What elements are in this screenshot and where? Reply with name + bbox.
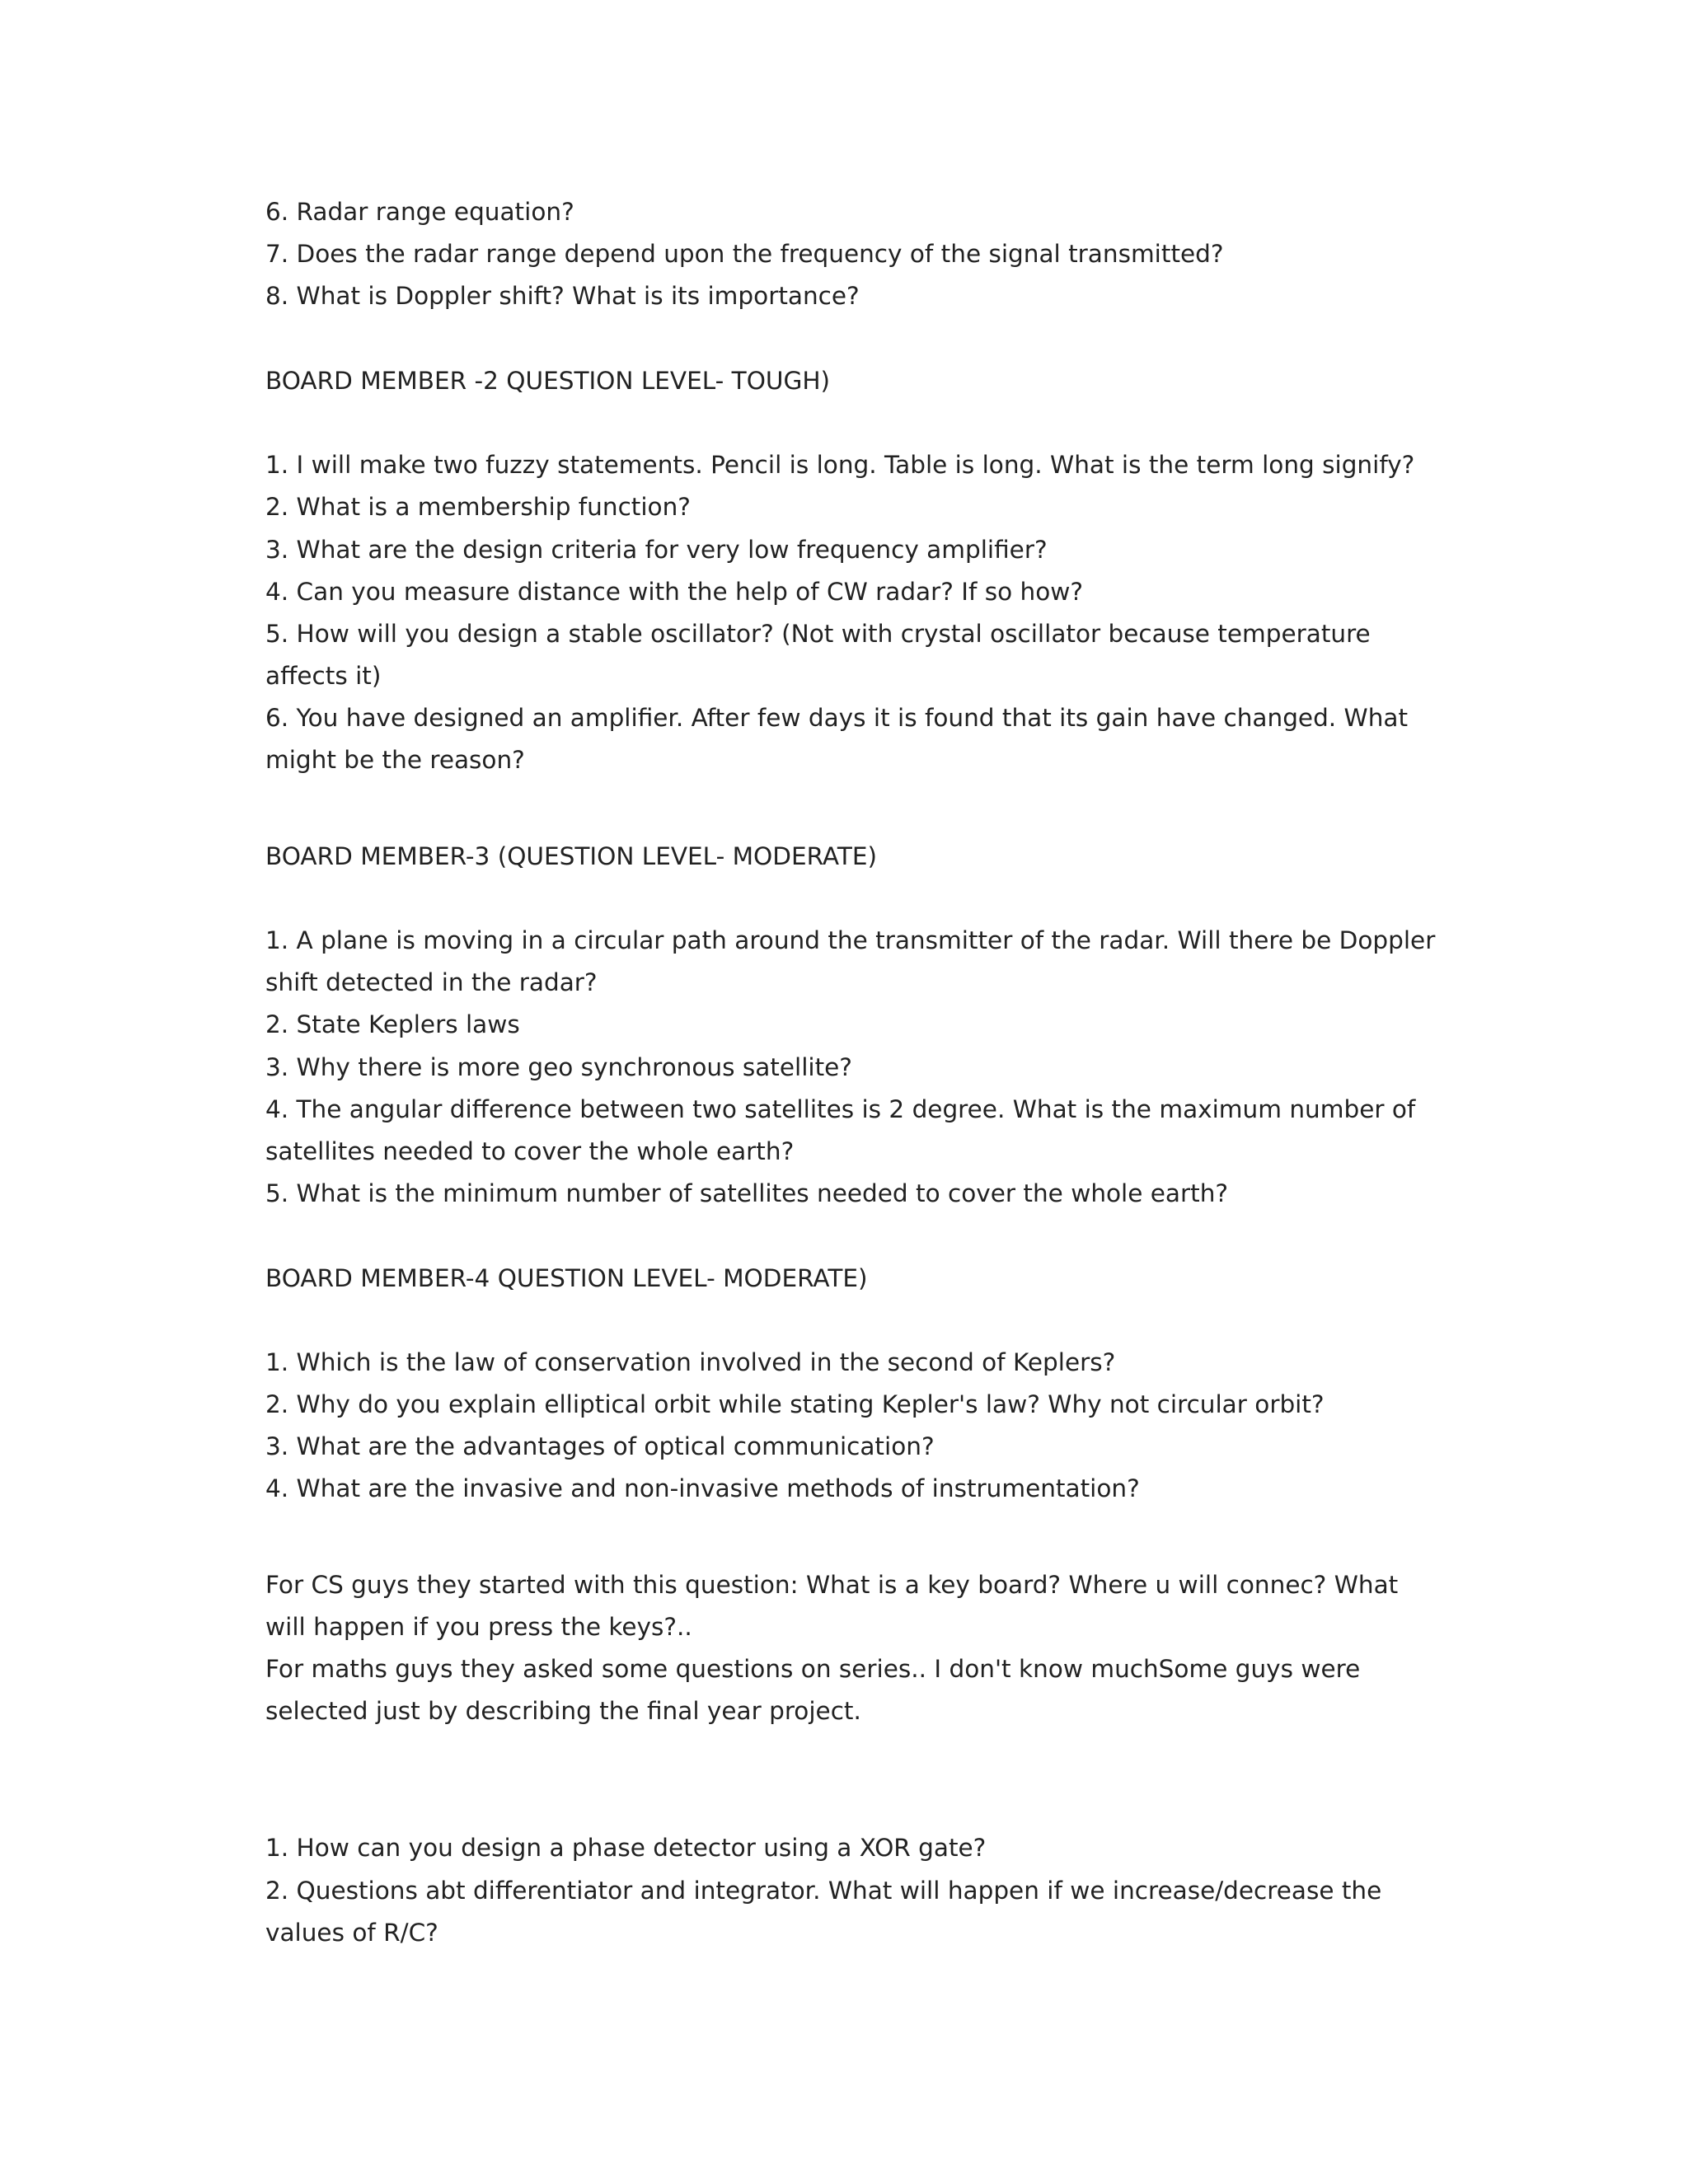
extra-questions bbox=[265, 1827, 1444, 1954]
board-member-4-heading: BOARD MEMBER-4 QUESTION LEVEL- MODERATE) bbox=[265, 1263, 868, 1292]
question-line: 7. Does the radar range depend upon the frequency of the signal transmitted? bbox=[265, 240, 1224, 269]
question-line: 2. What is a membership function? bbox=[265, 493, 691, 522]
question-line: 4. Can you measure distance with the help of CW radar? If so how? bbox=[265, 577, 1084, 606]
paragraph-line: For CS guys they started with this question: What is a key board? Where u will connec? What bbox=[265, 1570, 1399, 1599]
question-line: might be the reason? bbox=[265, 746, 525, 775]
board-member-3-questions bbox=[265, 920, 1444, 1215]
question-line: 6. You have designed an amplifier. After few days it is found that its gain have changed. What bbox=[265, 704, 1409, 733]
question-line: 5. How will you design a stable oscillator? (Not with crystal oscillator because temperature bbox=[265, 619, 1371, 648]
board-member-3-heading: BOARD MEMBER-3 (QUESTION LEVEL- MODERATE) bbox=[265, 841, 877, 870]
question-line: 1. How can you design a phase detector using a XOR gate? bbox=[265, 1834, 987, 1863]
question-line: 4. The angular difference between two satellites is 2 degree. What is the maximum number of bbox=[265, 1094, 1416, 1123]
question-line: 3. What are the advantages of optical communication? bbox=[265, 1432, 935, 1461]
board-member-2-questions bbox=[265, 444, 1444, 782]
notes-paragraph bbox=[265, 1564, 1444, 1733]
question-line: satellites needed to cover the whole earth? bbox=[265, 1137, 795, 1165]
question-line: 2. Why do you explain elliptical orbit while stating Kepler's law? Why not circular orbit? bbox=[265, 1390, 1325, 1419]
question-line: 6. Radar range equation? bbox=[265, 198, 574, 226]
question-line: 2. Questions abt differentiator and integrator. What will happen if we increase/decrease the bbox=[265, 1876, 1382, 1905]
question-line: 4. What are the invasive and non-invasive methods of instrumentation? bbox=[265, 1474, 1140, 1503]
question-line: 5. What is the minimum number of satellites needed to cover the whole earth? bbox=[265, 1179, 1229, 1208]
question-line: 2. State Keplers laws bbox=[265, 1010, 520, 1039]
radar-questions bbox=[265, 191, 1444, 318]
paragraph-line: For maths guys they asked some questions on series.. I don't know muchSome guys were bbox=[265, 1655, 1361, 1683]
paragraph-line: will happen if you press the keys?.. bbox=[265, 1612, 692, 1641]
question-line: 1. I will make two fuzzy statements. Pencil is long. Table is long. What is the term long signify? bbox=[265, 451, 1415, 480]
question-line: values of R/C? bbox=[265, 1918, 438, 1947]
question-line: 3. What are the design criteria for very low frequency amplifier? bbox=[265, 535, 1048, 564]
board-member-2-heading: BOARD MEMBER -2 QUESTION LEVEL- TOUGH) bbox=[265, 366, 831, 395]
board-member-4-questions bbox=[265, 1342, 1444, 1511]
question-line: 1. Which is the law of conservation involved in the second of Keplers? bbox=[265, 1347, 1116, 1376]
paragraph-line: selected just by describing the final year project. bbox=[265, 1697, 861, 1726]
question-line: 3. Why there is more geo synchronous satellite? bbox=[265, 1052, 852, 1081]
question-line: 8. What is Doppler shift? What is its importance? bbox=[265, 282, 860, 311]
question-line: affects it) bbox=[265, 662, 382, 691]
question-line: shift detected in the radar? bbox=[265, 968, 598, 997]
question-line: 1. A plane is moving in a circular path around the transmitter of the radar. Will there be Doppler bbox=[265, 926, 1436, 954]
document-body bbox=[265, 191, 1444, 1954]
